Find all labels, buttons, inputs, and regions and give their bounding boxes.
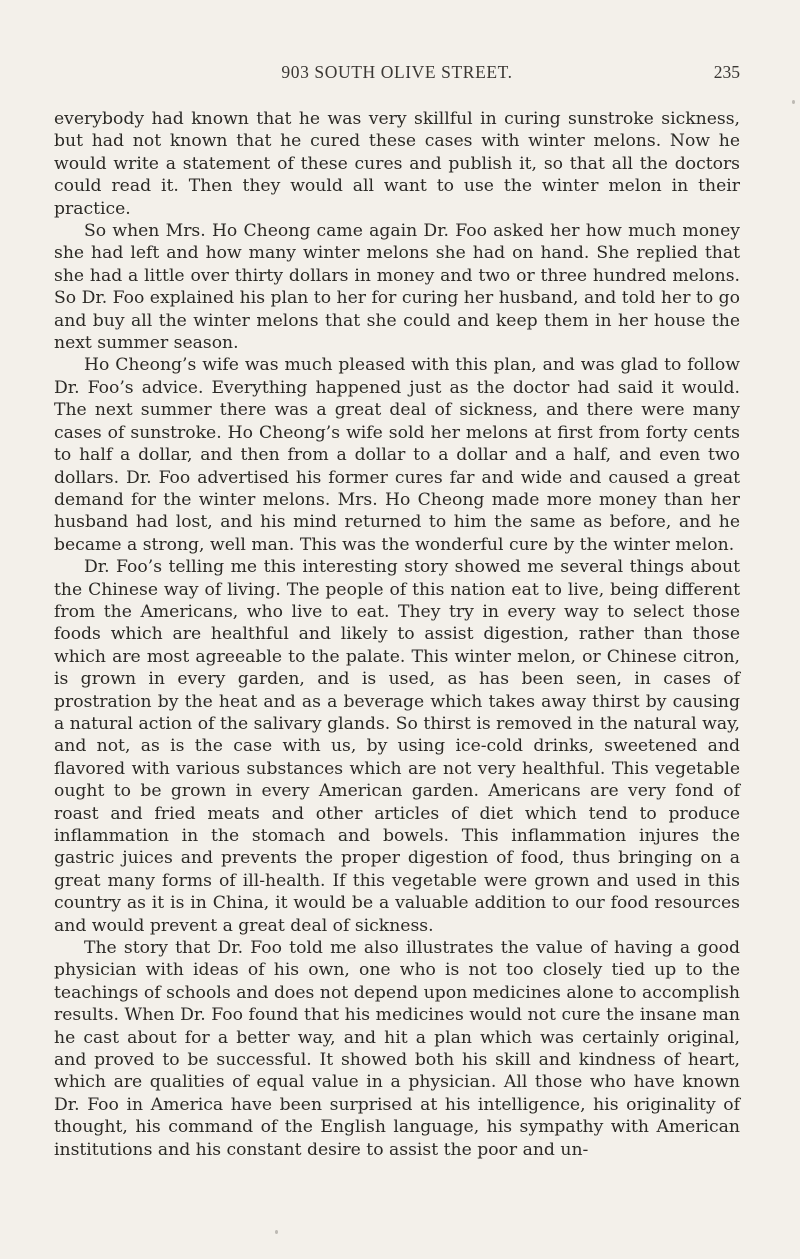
paragraph: The story that Dr. Foo told me also illustrates the value of having a good physician with ideas of his own, one who is not too closely tied up to the teachings of schools and does not depend upon medicines alone to accomplish results. When Dr. Foo found that his medicines would not cure the insane man he cast about for a better way, and hit a plan which was certainly original, and proved to be successful. It showed both his skill and kindness of heart, which are qualities of equal value in a physician. All those who have known Dr. Foo in America have been surprised at his intelligence, his originality of thought, his command of the English language, his sympathy with American institutions and his constant desire to assist the poor and un-	[54, 938, 740, 1160]
body-text	[54, 108, 740, 1161]
paragraph: Dr. Foo’s telling me this interesting story showed me several things about the Chinese way of living. The people of this nation eat to live, being different from the Americans, who live to eat. They try in every way to select those foods which are healthful and likely to assist digestion, rather than those which are most agreeable to the palate. This winter melon, or Chinese citron, is grown in every garden, and is used, as has been seen, in cases of prostration by the heat and as a beverage which takes away thirst by causing a natural action of the salivary glands. So thirst is removed in the natural way, and not, as is the case with us, by using ice-cold drinks, sweetened and flavored with various substances which are not very healthful. This vegetable ought to be grown in every American garden. Americans are very fond of roast and fried meats and other articles of diet which tend to produce inflammation in the stomach and bowels. This inflammation injures the gastric juices and prevents the proper digestion of food, thus bringing on a great many forms of ill-health. If this vegetable were grown and used in this country as it is in China, it would be a valuable addition to our food resources and would prevent a great deal of sickness.	[54, 557, 740, 936]
paper-speck	[792, 100, 795, 104]
paragraph: Ho Cheong’s wife was much pleased with this plan, and was glad to follow Dr. Foo’s advice. Everything happened just as the doctor had said it would. The next summer there was a great deal of sickness, and there were many cases of sunstroke. Ho Cheong’s wife sold her melons at first from forty cents to half a dollar, and then from a dollar to a dollar and a half, and even two dollars. Dr. Foo advertised his former cures far and wide and caused a great demand for the winter melons. Mrs. Ho Cheong made more money than her husband had lost, and his mind returned to him the same as before, and he became a strong, well man. This was the wonderful cure by the winter melon.	[54, 355, 740, 555]
paragraph: So when Mrs. Ho Cheong came again Dr. Foo asked her how much money she had left and how many winter melons she had on hand. She replied that she had a little over thirty dollars in money and two or three hundred melons. So Dr. Foo explained his plan to her for curing her husband, and told her to go and buy all the winter melons that she could and keep them in her house the next summer season.	[54, 221, 740, 354]
page-number: 235	[713, 62, 740, 82]
paragraph: everybody had known that he was very skillful in curing sunstroke sickness, but had not known that he cured these cases with winter melons. Now he would write a statement of these cures and publish it, so that all the doctors could read it. Then they would all want to use the winter melon in their practice.	[54, 109, 740, 219]
running-title: 903 SOUTH OLIVE STREET.	[281, 62, 513, 82]
running-head	[54, 62, 740, 84]
paper-speck	[275, 1230, 278, 1234]
